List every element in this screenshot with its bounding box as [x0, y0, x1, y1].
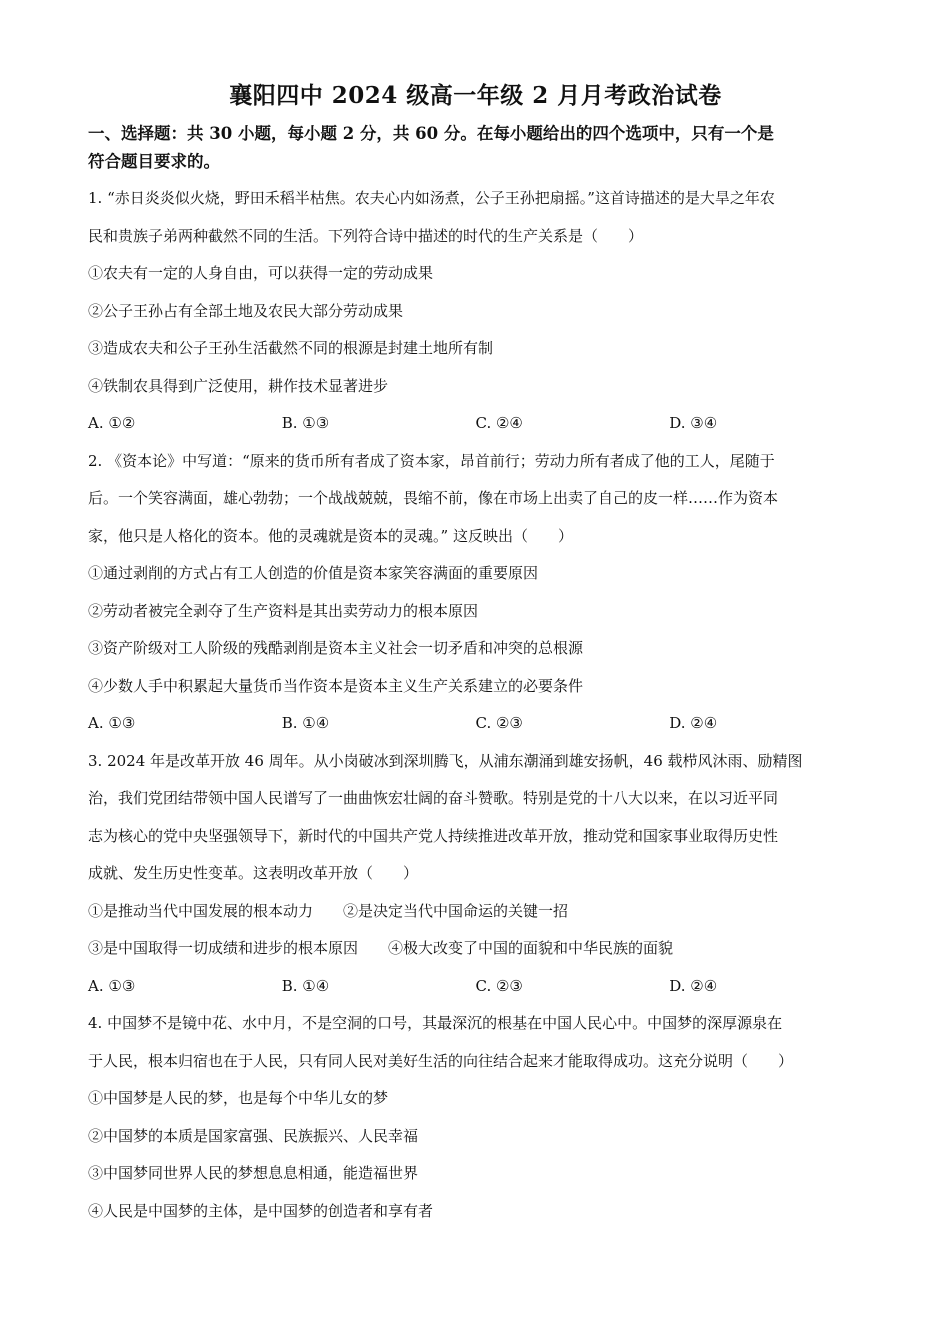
statement-option: ③造成农夫和公子王孙生活截然不同的根源是封建土地所有制 [88, 339, 494, 357]
exam-title: 襄阳四中 2024 级高一年级 2 月月考政治试卷 [229, 82, 722, 109]
question-2 [88, 443, 863, 743]
statement-option: ③中国梦同世界人民的梦想息息相通，能造福世界 [88, 1164, 419, 1182]
answer-choice-c: C. ②③ [475, 976, 523, 995]
answer-choice-a: A. ①③ [88, 976, 136, 995]
answer-choice-d: D. ③④ [669, 414, 718, 432]
statement-option: ④铁制农具得到广泛使用，耕作技术显著进步 [88, 376, 389, 395]
question-stem-line: 3. 2024 年是改革开放 46 周年。从小岗破冰到深圳腾飞，从浦东潮涌到雄安扬帆，46 载栉风沐雨、励精图 [88, 751, 803, 770]
statement-option: ②中国梦的本质是国家富强、民族振兴、人民幸福 [88, 1126, 419, 1145]
answer-choices [88, 405, 863, 443]
statement-option: ②公子王孙占有全部土地及农民大部分劳动成果 [88, 301, 404, 320]
statement-option: ③资产阶级对工人阶级的残酷剥削是资本主义社会一切矛盾和冲突的总根源 [88, 639, 584, 657]
answer-choice-c: C. ②③ [475, 714, 523, 732]
statement-option: ②劳动者被完全剥夺了生产资料是其出卖劳动力的根本原因 [88, 601, 479, 620]
statement-option: ①农夫有一定的人身自由，可以获得一定的劳动成果 [88, 264, 434, 282]
question-stem-line: 1. “赤日炎炎似火烧，野田禾稻半枯焦。农夫心内如汤煮，公子王孙把扇摇。”这首诗描述的是大旱之年农 [88, 189, 775, 207]
section-heading [88, 120, 863, 176]
answer-choice-c: C. ②④ [475, 414, 523, 432]
question-stem-line: 2. 《资本论》中写道：“原来的货币所有者成了资本家，昂首前行；劳动力所有者成了他的工人，尾随于 [88, 451, 775, 470]
answer-choice-a: A. ①② [88, 414, 136, 432]
question-stem-line: 志为核心的党中央坚强领导下，新时代的中国共产党人持续推进改革开放，推动党和国家事业取得历史性 [88, 826, 779, 845]
statement-option-row [88, 930, 863, 968]
answer-choice-d: D. ②④ [669, 714, 718, 732]
question-stem-line: 成就、发生历史性变革。这表明改革开放（ ） [88, 864, 419, 882]
exam-page [88, 80, 863, 1230]
question-stem-line: 4. 中国梦不是镜中花、水中月，不是空洞的口号，其最深沉的根基在中国人民心中。中国梦的深厚源泉在 [88, 1014, 783, 1032]
statement-option: ④人民是中国梦的主体，是中国梦的创造者和享有者 [88, 1201, 434, 1220]
statement-option: ②是决定当代中国命运的关键一招 [343, 901, 569, 920]
question-1 [88, 180, 863, 443]
answer-choice-b: B. ①④ [281, 976, 330, 995]
statement-option: ③是中国取得一切成绩和进步的根本原因 [88, 939, 359, 957]
answer-choice-b: B. ①③ [281, 414, 330, 432]
statement-option: ①是推动当代中国发展的根本动力 [88, 901, 314, 920]
answer-choice-a: A. ①③ [88, 714, 136, 732]
statement-option: ④少数人手中积累起大量货币当作资本是资本主义生产关系建立的必要条件 [88, 676, 584, 695]
statement-option: ①通过剥削的方式占有工人创造的价值是资本家笑容满面的重要原因 [88, 564, 539, 582]
statement-option: ①中国梦是人民的梦，也是每个中华儿女的梦 [88, 1089, 389, 1107]
question-4 [88, 1005, 863, 1230]
answer-choice-b: B. ①④ [281, 714, 330, 732]
question-stem-line: 民和贵族子弟两种截然不同的生活。下列符合诗中描述的时代的生产关系是（ ） [88, 226, 644, 245]
question-3 [88, 743, 863, 1006]
question-stem-line: 治，我们党团结带领中国人民谱写了一曲曲恢宏壮阔的奋斗赞歌。特别是党的十八大以来，在以习近平同 [88, 789, 779, 807]
section-heading-line: 符合题目要求的。 [88, 152, 220, 171]
question-stem-line: 后。一个笑容满面，雄心勃勃；一个战战兢兢，畏缩不前，像在市场上出卖了自己的皮一样……作为资本 [88, 489, 779, 507]
section-heading-line: 一、选择题：共 30 小题，每小题 2 分，共 60 分。在每小题给出的四个选项中，只有一个是 [88, 124, 774, 143]
answer-choices [88, 968, 863, 1006]
question-stem-line: 家，他只是人格化的资本。他的灵魂就是资本的灵魂。” 这反映出（ ） [88, 526, 573, 545]
answer-choice-d: D. ②④ [669, 976, 718, 995]
statement-option-row [88, 893, 863, 931]
answer-choices [88, 705, 863, 743]
question-stem-line: 于人民，根本归宿也在于人民，只有同人民对美好生活的向往结合起来才能取得成功。这充分说明（ ） [88, 1051, 794, 1070]
statement-option: ④极大改变了中国的面貌和中华民族的面貌 [388, 939, 674, 957]
